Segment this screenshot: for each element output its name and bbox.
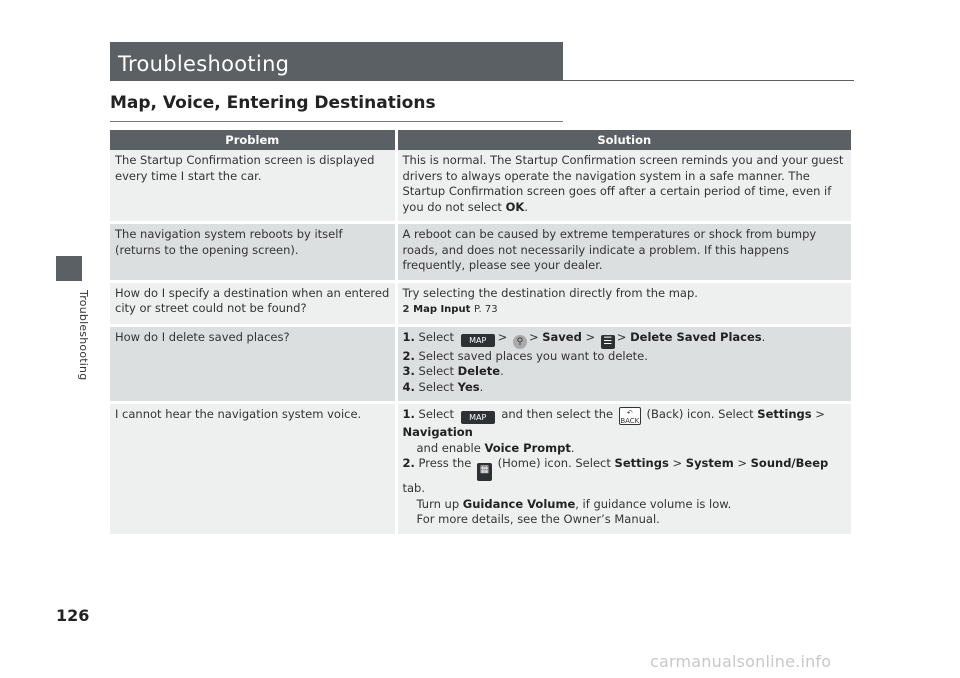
watermark: carmanualsonline.info [650,652,832,671]
menu-icon: ☰ [601,335,615,349]
table-header-row [110,130,851,150]
step-number: 1. [402,407,415,421]
table-row [110,403,851,534]
step-text: (Home) icon. Select [497,456,611,470]
step-1: 1. Select MAP and then select the ↶ BACK (Back) icon. Select Settings > Navigation and enable Voice Prompt. [403,407,847,456]
step-2-continued [403,497,847,513]
step-text: and enable [416,440,481,455]
problem-cell: The Startup Confirmation screen is displayed every time I start the car. [110,150,396,223]
step-text: Turn up [416,496,460,511]
header-problem: Problem [110,130,396,150]
solution-cell: This is normal. The Startup Confirmation screen reminds you and your guest drivers to always operate the navigation system in a safe manner. The Startup Confirmation screen goes off after a certain period of time, even if you do not select OK. [396,150,851,223]
solution-cell [396,403,851,534]
step-number: 2. [402,456,415,470]
reference-page: P. 73 [474,304,498,315]
step-number: 1. [402,329,415,344]
step-2 [403,349,847,365]
map-button-icon: MAP [461,334,495,347]
step-1-continued: and enable Voice Prompt. [416,440,575,455]
sidebar-section-label: Troubleshooting [77,290,90,381]
delete-saved-places-label: Delete Saved Places [630,329,762,344]
table-row [110,223,851,282]
step-text: Select [418,364,455,378]
back-icon: ↶ BACK [620,409,640,425]
page-number: 126 [56,606,90,625]
solution-cell [396,281,851,325]
table-row [110,150,851,223]
step-number: 2. [402,348,415,363]
cross-reference[interactable] [403,301,847,318]
step-number: 3. [402,364,415,378]
voice-prompt-label: Voice Prompt [484,440,571,455]
step-1: 1. Select MAP > ⚲ > Saved > ☰ > Delete Saved Places. [402,329,766,347]
settings-label: Settings [757,407,812,421]
solution-cell: A reboot can be caused by extreme temperatures or shock from bumpy roads, and does not necessarily indicate a problem. If this happens frequently, please see your dealer. [396,223,851,282]
problem-cell: How do I specify a destination when an entered city or street could not be found? [110,281,396,325]
step-text: Select [418,329,455,344]
step-2: 2. Press the ▦ (Home) icon. Select Settings > System > Sound/Beep tab. Turn up Guidance Volume, if guidance volume is low. For more details, see the Owner’s Manual. [403,456,847,528]
section-tab-marker [56,256,82,281]
step-4: 4. Select Yes. [402,379,484,394]
step-text: (Back) icon. Select [646,407,754,421]
problem-cell: The navigation system reboots by itself (returns to the opening screen). [110,223,396,282]
ok-label: OK [505,199,525,214]
solution-cell [396,325,851,403]
page-title: Troubleshooting [110,42,563,81]
step-text: Press the [418,456,472,470]
step-text: , if guidance volume is low. [575,496,732,511]
solution-text: This is normal. The Startup Confirmation screen reminds you and your guest drivers to always operate the navigation system in a safe manner. The Startup Confirmation screen goes off after a certain period of time, even if you do not select [402,153,844,214]
saved-label: Saved [542,329,582,344]
problem-cell: I cannot hear the navigation system voice. [110,403,396,534]
step-2-more: For more details, see the Owner’s Manual. [416,512,660,526]
header-solution: Solution [396,130,851,150]
system-label: System [685,456,734,470]
title-divider [563,80,854,81]
map-button-icon: MAP [461,411,495,424]
reference-arrow-icon: 2 [402,304,410,315]
step-number: 4. [402,379,415,394]
step-text: and then select the [501,407,614,421]
step-text: Select [418,407,455,421]
home-icon: ▦ [477,463,492,481]
navigation-label: Navigation [402,425,473,439]
step-text: Select [418,379,455,394]
guidance-volume-label: Guidance Volume [462,496,576,511]
reference-label[interactable]: Map Input [413,304,471,315]
step-text: Select saved places you want to delete. [418,348,648,363]
sound-beep-label: Sound/Beep [750,456,829,470]
step-3: 3. Select Delete. [402,364,504,378]
table-row [110,281,851,325]
table-row [110,325,851,403]
step-text: tab. [402,481,426,495]
settings-label: Settings [614,456,669,470]
troubleshooting-table [110,130,851,534]
solution-text: Try selecting the destination directly from the map. [402,285,698,300]
yes-label: Yes [457,379,480,394]
section-subtitle: Map, Voice, Entering Destinations [110,93,436,113]
back-icon-label: BACK [620,417,640,425]
subtitle-divider [110,121,563,122]
search-icon: ⚲ [513,335,527,349]
delete-label: Delete [457,364,501,378]
problem-cell: How do I delete saved places? [110,325,396,403]
